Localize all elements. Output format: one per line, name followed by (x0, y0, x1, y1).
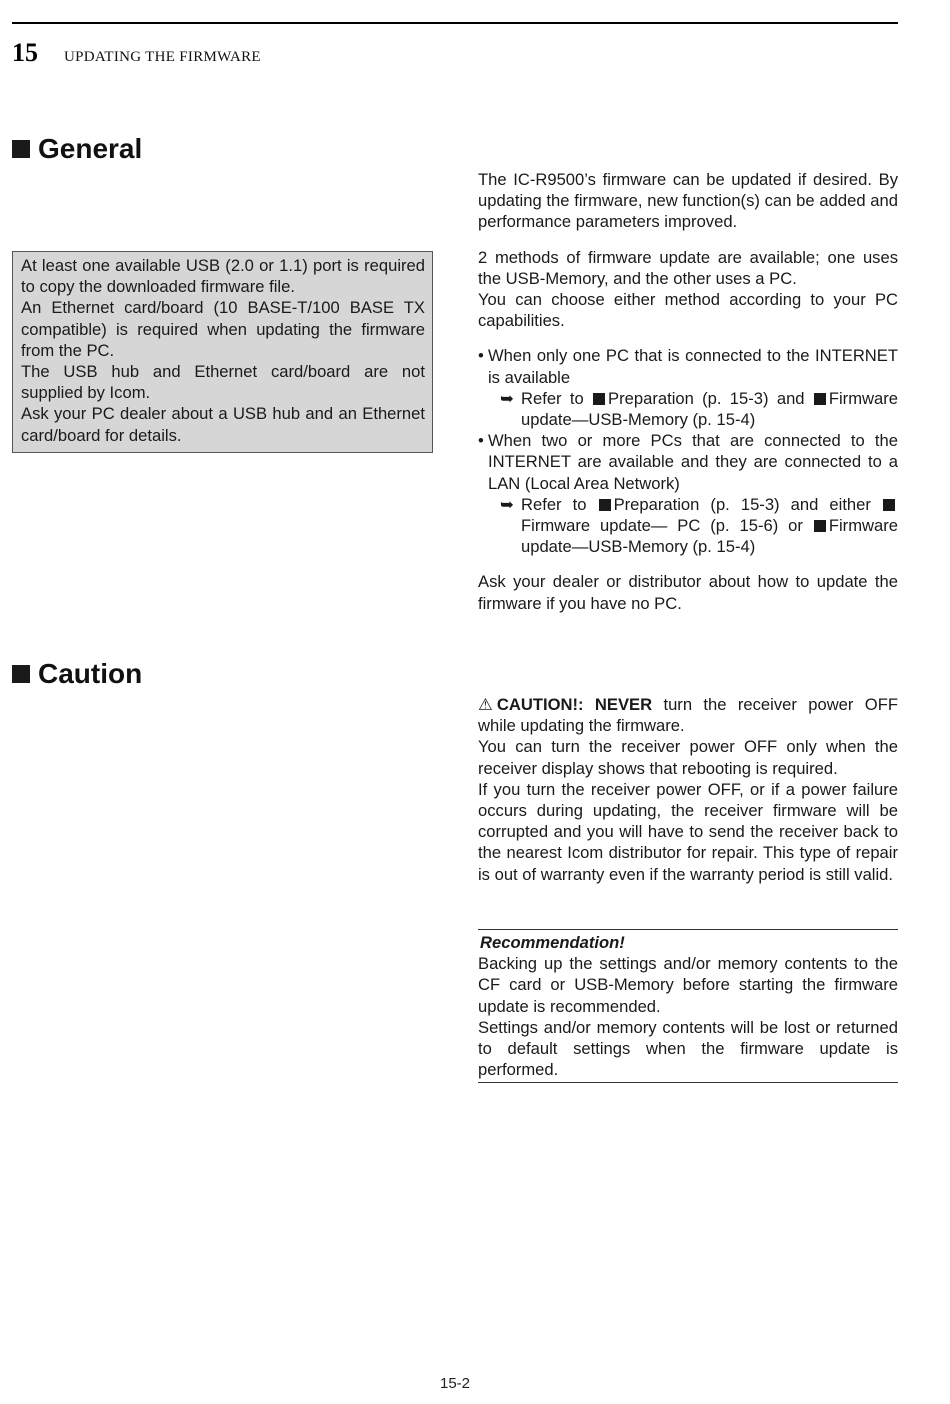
black-square-icon (814, 520, 826, 532)
black-square-icon (12, 665, 30, 683)
chapter-number: 15 (12, 38, 38, 67)
general-heading-text: General (38, 133, 143, 164)
caution-warning (478, 694, 898, 736)
chapter-title: UPDATING THE FIRMWARE (64, 49, 261, 65)
black-square-icon (593, 393, 605, 405)
recommendation-line-2: Settings and/or memory contents will be lost or returned to default settings when the firmware update is performed. (478, 1017, 898, 1080)
ref-pc: Firmware update— PC (p. 15-6) or (521, 516, 803, 536)
arrow-icon: ➥ (500, 388, 514, 408)
ref-usb-memory: Firmware update—USB-Memory (p. 15-4) (521, 516, 898, 557)
bullet-multi-pc (478, 430, 898, 494)
caution-line-3: If you turn the receiver power OFF, or if a power failure occurs during updating, the receiver firmware will be corrupted and you will have to send the receiver back to the nearest Icom distributor for repair. This type of repair is out of warranty even if the warranty period is still valid. (478, 779, 898, 884)
caution-label: CAUTION!: NEVER (496, 695, 653, 714)
black-square-icon (12, 140, 30, 158)
methods-text-2: You can choose either method according to your PC capabilities. (478, 290, 898, 331)
recommendation-line-1: Backing up the settings and/or memory contents to the CF card or USB-Memory before starting the firmware update is recommended. (478, 954, 898, 1016)
methods-text: 2 methods of firmware update are available; one uses the USB-Memory, and the other uses a PC. (478, 247, 898, 288)
bullet-single-pc (478, 345, 898, 387)
header-rule (12, 22, 898, 24)
usb-requirements-note (12, 251, 433, 453)
note-line: The USB hub and Ethernet card/board are not supplied by Icom. (21, 362, 425, 403)
ref-usb-memory: Firmware update—USB-Memory (p. 15-4) (521, 388, 898, 430)
refer-prefix: Refer to (521, 388, 584, 408)
arrow-icon: ➥ (500, 494, 514, 514)
black-square-icon (599, 499, 611, 511)
bullet-dot: • (478, 431, 484, 451)
black-square-icon (883, 499, 895, 511)
note-line: Ask your PC dealer about a USB hub and an Ethernet card/board for details. (21, 404, 425, 445)
caution-heading (12, 658, 142, 690)
recommendation-title: Recommendation! (480, 933, 625, 952)
general-intro: The IC-R9500’s firmware can be updated if desired. By updating the firmware, new function(s) can be added and performance parameters improved. (478, 170, 898, 232)
refer-prefix: Refer to (521, 494, 587, 514)
refer-multi-pc (478, 494, 898, 558)
caution-heading-text: Caution (38, 658, 143, 689)
black-square-icon (814, 393, 826, 405)
bullet-text: When only one PC that is connected to the INTERNET is available (488, 346, 898, 387)
warning-icon: ⚠ (478, 695, 493, 714)
note-line: An Ethernet card/board (10 BASE-T/100 BASE TX compatible) is required when updating the firmware from the PC. (21, 298, 425, 360)
bullet-dot: • (478, 346, 484, 366)
caution-line-1: turn the receiver power OFF while updating the firmware. (478, 695, 898, 736)
ref-preparation: Preparation (p. 15-3) and either (613, 494, 871, 514)
general-closing: Ask your dealer or distributor about how to update the firmware if you have no PC. (478, 572, 898, 613)
ref-preparation: Preparation (p. 15-3) and (608, 388, 805, 408)
caution-body (478, 694, 898, 885)
note-line: At least one available USB (2.0 or 1.1) port is required to copy the downloaded firmware file. (21, 256, 425, 297)
general-heading (12, 133, 142, 165)
refer-single-pc (478, 388, 898, 430)
page-header (12, 38, 261, 68)
general-body (478, 169, 898, 614)
caution-line-2: You can turn the receiver power OFF only when the receiver display shows that rebooting is required. (478, 737, 898, 778)
bullet-text: When two or more PCs that are connected to the INTERNET are available and they are connected to a LAN (Local Area Network) (488, 431, 898, 493)
recommendation-box (478, 929, 898, 1083)
page-number: 15-2 (439, 1375, 471, 1392)
